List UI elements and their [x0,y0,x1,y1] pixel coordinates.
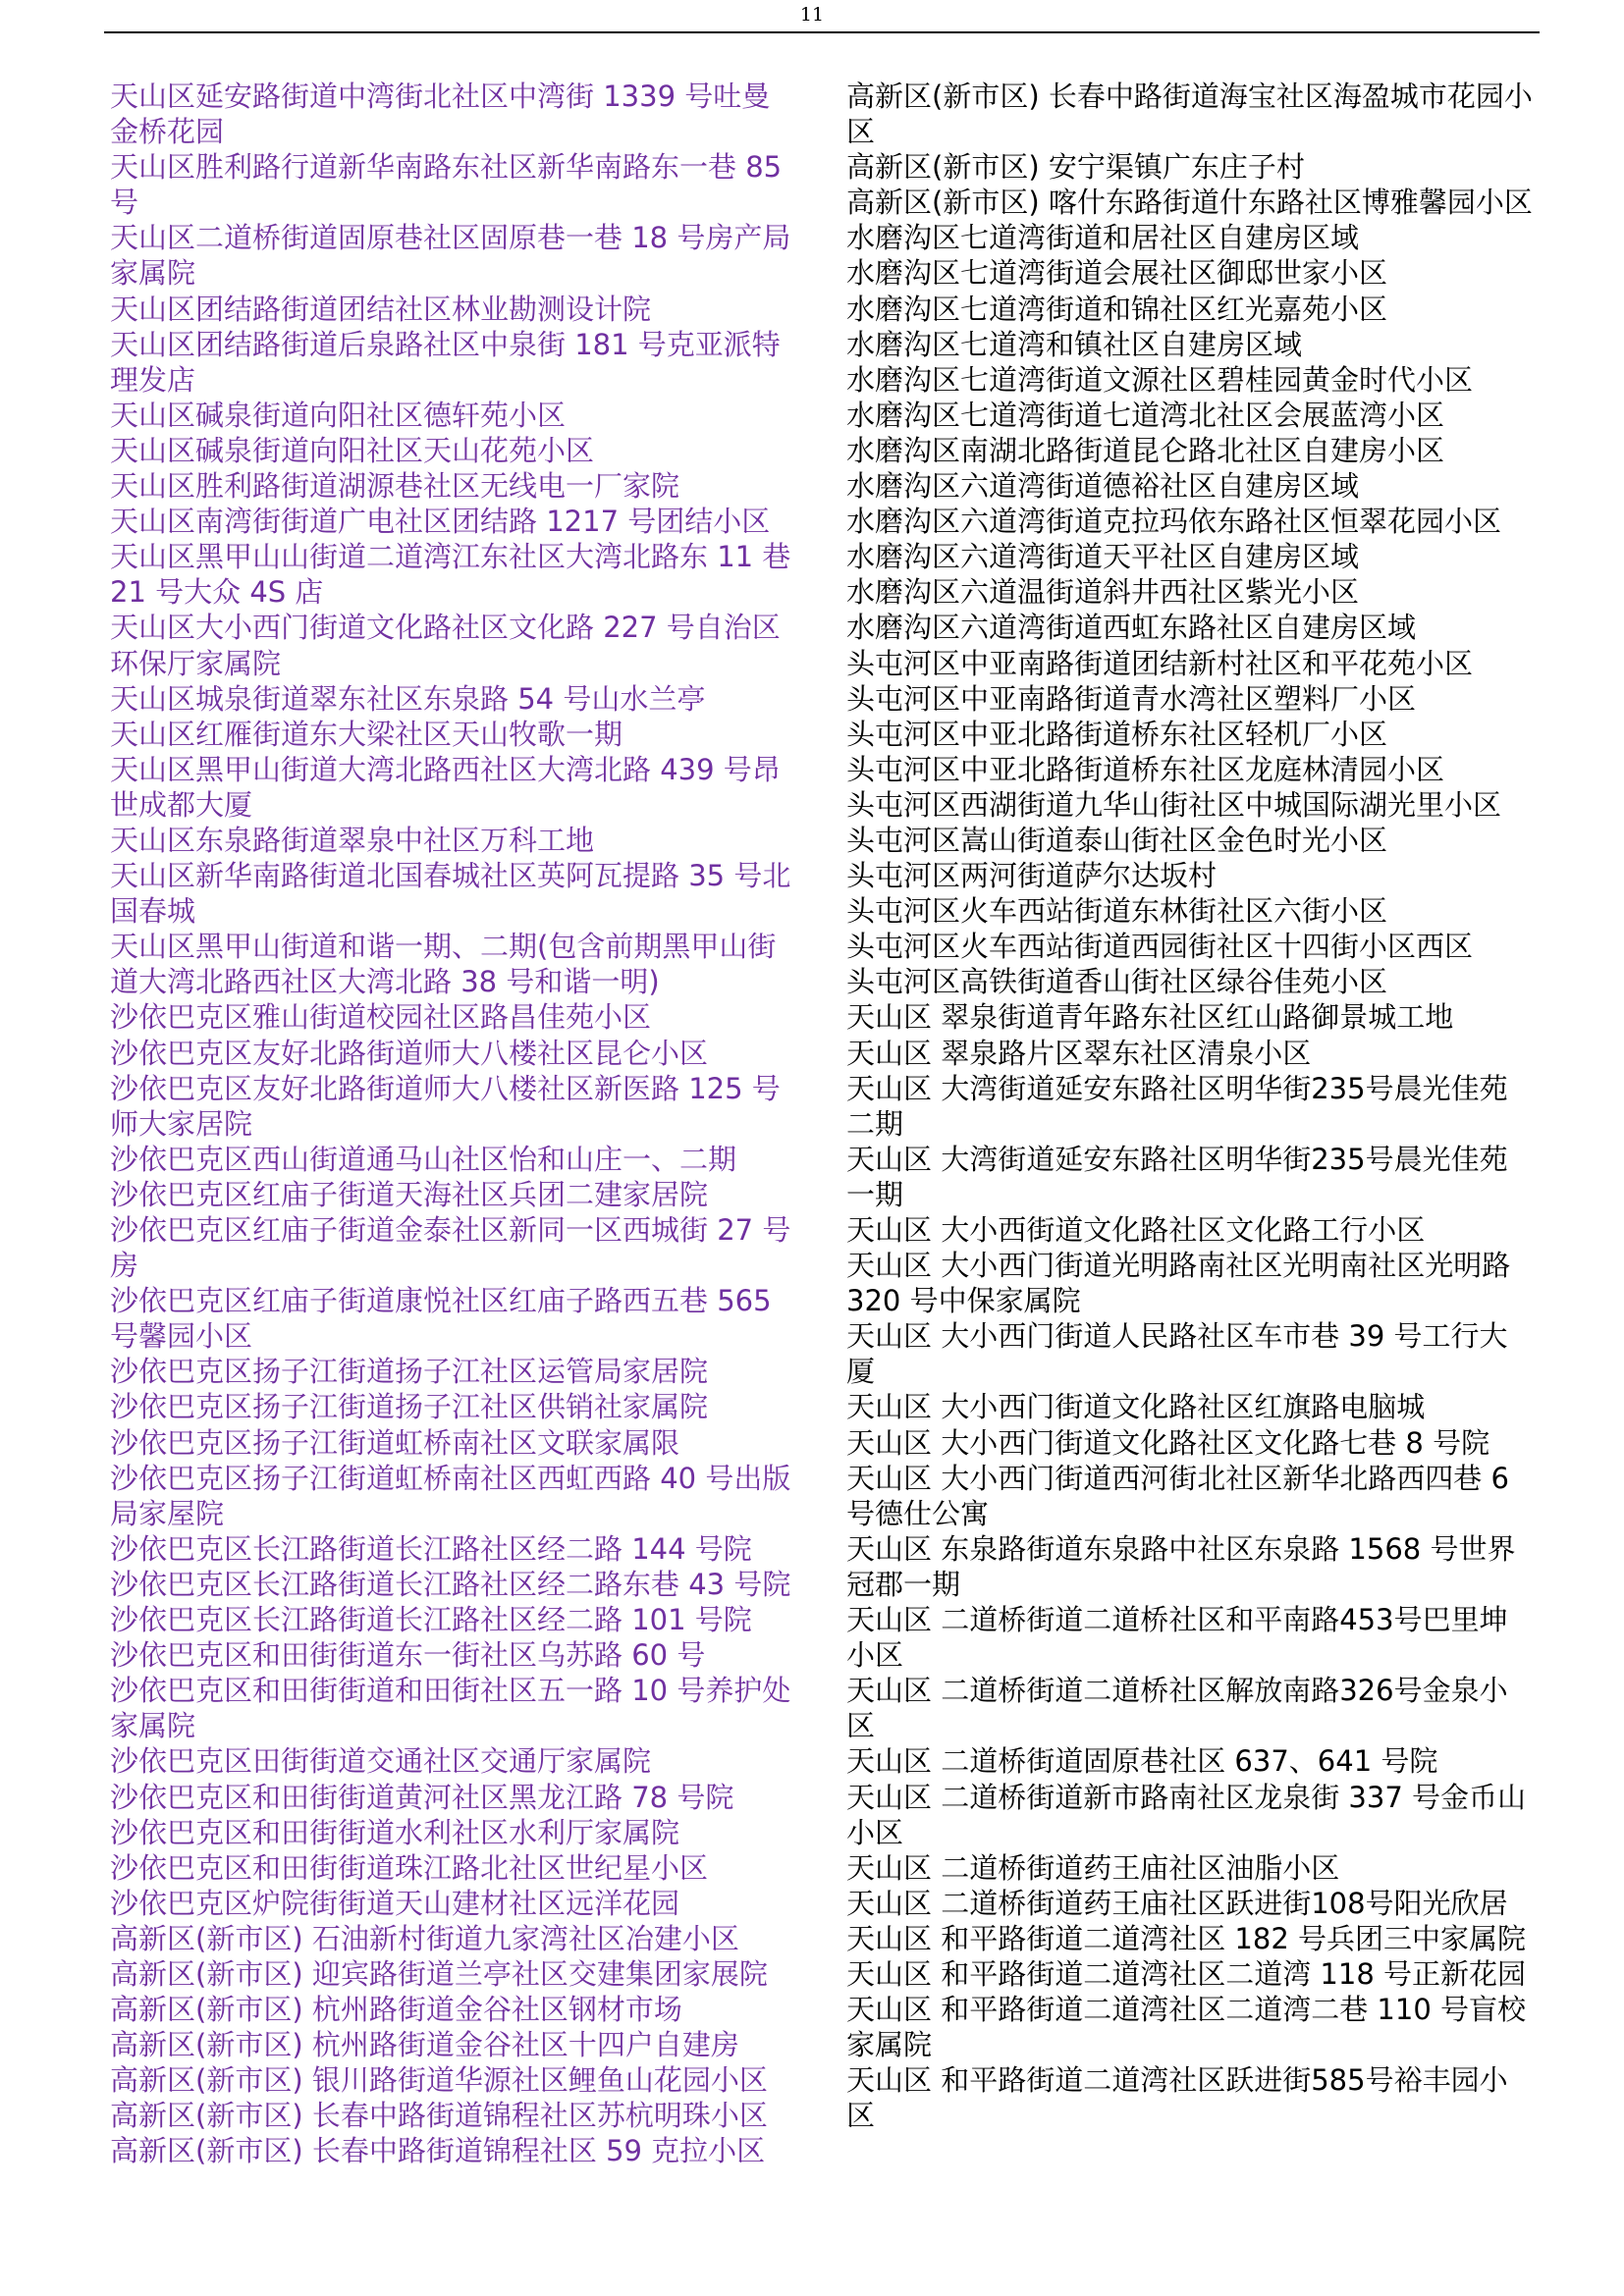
address-entry: 天山区二道桥街道固原巷社区固原巷一巷 18 号房产局家属院 [110,221,791,291]
address-entry: 头屯河区嵩山街道泰山街社区金色时光小区 [846,823,1388,857]
address-entry: 天山区城泉街道翠东社区东泉路 54 号山水兰亭 [110,681,706,716]
address-entry: 沙依巴克区扬子江街道虹桥南社区文联家属限 [110,1425,680,1460]
address-entry: 天山区新华南路街道北国春城社区英阿瓦提路 35 号北国春城 [110,859,791,929]
address-entry: 天山区红雁街道东大梁社区天山牧歌一期 [110,717,623,751]
address-entry: 沙依巴克区扬子江街道虹桥南社区西虹西路 40 号出版局家屋院 [110,1461,791,1530]
address-entry: 水磨沟区南湖北路街道昆仑路北社区自建房小区 [846,433,1445,467]
address-entry: 头屯河区中亚北路街道桥东社区轻机厂小区 [846,717,1388,751]
address-entry: 天山区 二道桥街道新市路南社区龙泉街 337 号金币山小区 [846,1780,1527,1849]
address-entry: 天山区团结路街道后泉路社区中泉街 181 号克亚派特理发店 [110,327,781,397]
address-entry: 天山区 二道桥街道二道桥社区和平南路453号巴里坤小区 [846,1603,1508,1673]
address-entry: 天山区胜利路行道新华南路东社区新华南路东一巷 85 号 [110,150,783,220]
address-entry: 天山区 大湾街道延安东路社区明华街235号晨光佳苑一期 [846,1142,1508,1211]
address-entry: 天山区 二道桥街道药王庙社区跃进街108号阳光欣居 [846,1886,1508,1920]
address-entry: 头屯河区西湖街道九华山街社区中城国际湖光里小区 [846,787,1502,822]
address-entry: 天山区 和平路街道二道湾社区二道湾二巷 110 号盲校家属院 [846,1993,1527,2062]
address-entry: 天山区延安路街道中湾街北社区中湾街 1339 号吐曼金桥花园 [110,80,771,149]
address-entry: 沙依巴克区扬子江街道扬子江社区运管局家居院 [110,1355,709,1389]
address-entry: 水磨沟区七道湾街道文源社区碧桂园黄金时代小区 [846,362,1474,397]
address-entry: 沙依巴克区红庙子街道康悦社区红庙子路西五巷 565 号馨园小区 [110,1284,772,1354]
address-entry: 沙依巴克区雅山街道校园社区路昌佳苑小区 [110,1000,652,1035]
address-entry: 沙依巴克区和田街街道和田街社区五一路 10 号养护处家属院 [110,1674,791,1743]
address-entry: 沙依巴克区长江路街道长江路社区经二路东巷 43 号院 [110,1567,791,1601]
address-entry: 高新区(新市区) 杭州路街道金谷社区钢材市场 [110,1993,682,2027]
address-entry: 天山区碱泉街道向阳社区德轩苑小区 [110,398,567,432]
address-entry: 高新区(新市区) 迎宾路街道兰亭社区交建集团家展院 [110,1956,768,1991]
address-entry: 沙依巴克区和田街街道东一街社区乌苏路 60 号 [110,1638,706,1673]
address-entry: 沙依巴克区友好北路街道师大八楼社区昆仑小区 [110,1036,709,1070]
address-entry: 天山区 和平路街道二道湾社区跃进街585号裕丰园小区 [846,2063,1508,2133]
address-entry: 天山区胜利路街道湖源巷社区无线电一厂家院 [110,469,680,504]
address-entry: 高新区(新市区) 石油新村街道九家湾社区冶建小区 [110,1921,739,1955]
address-entry: 水磨沟区六道温街道斜井西社区紫光小区 [846,575,1360,610]
address-entry: 天山区 大小西门街道文化路社区红旗路电脑城 [846,1390,1426,1424]
address-entry: 水磨沟区七道湾街道和居社区自建房区域 [846,221,1360,255]
address-entry: 天山区 翠泉路片区翠东社区清泉小区 [846,1036,1312,1070]
address-entry: 高新区(新市区) 银川路街道华源社区鲤鱼山花园小区 [110,2063,768,2098]
header-rule [104,31,1540,33]
address-entry: 高新区(新市区) 长春中路街道锦程社区 59 克拉小区 [110,2134,766,2168]
address-entry: 水磨沟区六道湾街道天平社区自建房区域 [846,540,1360,574]
address-entry: 高新区(新市区) 杭州路街道金谷社区十四户自建房 [110,2028,739,2062]
address-entry: 高新区(新市区) 长春中路街道海宝社区海盈城市花园小区 [846,80,1533,149]
address-entry: 头屯河区火车西站街道东林街社区六街小区 [846,894,1388,929]
address-entry: 头屯河区中亚南路街道团结新村社区和平花苑小区 [846,646,1474,680]
address-entry: 天山区黑甲山街道和谐一期、二期(包含前期黑甲山街道大湾北路西社区大湾北路 38 号和谐一明) [110,930,777,999]
address-entry: 天山区 大小西门街道文化路社区文化路七巷 8 号院 [846,1425,1490,1460]
address-entry: 天山区 大小西街道文化路社区文化路工行小区 [846,1213,1426,1247]
address-entry: 头屯河区中亚南路街道青水湾社区塑料厂小区 [846,681,1417,716]
right-address-column [846,79,1534,2133]
address-entry: 天山区 和平路街道二道湾社区 182 号兵团三中家属院 [846,1921,1527,1955]
address-entry: 水磨沟区七道湾和镇社区自建房区域 [846,327,1303,361]
address-entry: 天山区 大小西门街道人民路社区车市巷 39 号工行大厦 [846,1319,1508,1389]
address-entry: 头屯河区高铁街道香山街社区绿谷佳苑小区 [846,965,1388,999]
address-entry: 天山区 和平路街道二道湾社区二道湾 118 号正新花园 [846,1956,1527,1991]
address-entry: 高新区(新市区) 安宁渠镇广东庄子村 [846,150,1305,185]
address-entry: 天山区团结路街道团结社区林业勘测设计院 [110,292,652,326]
address-entry: 头屯河区火车西站街道西园街社区十四街小区西区 [846,930,1474,964]
address-entry: 沙依巴克区和田街街道黄河社区黑龙江路 78 号院 [110,1780,734,1814]
address-entry: 天山区 二道桥街道二道桥社区解放南路326号金泉小区 [846,1674,1508,1743]
address-entry: 沙依巴克区红庙子街道金泰社区新同一区西城街 27 号房 [110,1213,791,1283]
address-entry: 天山区 大小西门街道光明路南社区光明南社区光明路 320 号中保家属院 [846,1249,1511,1318]
address-entry: 天山区 大小西门街道西河街北社区新华北路西四巷 6 号德仕公寓 [846,1461,1509,1530]
address-entry: 高新区(新市区) 喀什东路街道什东路社区博雅馨园小区 [846,186,1533,220]
address-entry: 水磨沟区六道湾街道德裕社区自建房区域 [846,469,1360,504]
address-entry: 沙依巴克区长江路街道长江路社区经二路 101 号院 [110,1603,752,1637]
address-entry: 沙依巴克区扬子江街道扬子江社区供销社家属院 [110,1390,709,1424]
address-entry: 水磨沟区六道湾街道克拉玛依东路社区恒翠花园小区 [846,505,1502,539]
address-entry: 天山区 东泉路街道东泉路中社区东泉路 1568 号世界冠郡一期 [846,1531,1516,1601]
address-entry: 高新区(新市区) 长春中路街道锦程社区苏杭明珠小区 [110,2099,768,2133]
address-entry: 天山区大小西门街道文化路社区文化路 227 号自治区环保厅家属院 [110,611,781,680]
address-entry: 天山区 翠泉街道青年路东社区红山路御景城工地 [846,1000,1454,1035]
address-entry: 天山区碱泉街道向阳社区天山花苑小区 [110,433,595,467]
address-entry: 沙依巴克区友好北路街道师大八楼社区新医路 125 号师大家居院 [110,1071,781,1141]
address-entry: 沙依巴克区西山街道通马山社区怡和山庄一、二期 [110,1142,737,1176]
address-entry: 头屯河区中亚北路街道桥东社区龙庭林清园小区 [846,752,1445,786]
address-entry: 天山区南湾街街道广电社区团结路 1217 号团结小区 [110,505,771,539]
left-address-column [110,79,797,2169]
address-entry: 沙依巴克区炉院街街道天山建材社区远洋花园 [110,1886,680,1920]
address-entry: 沙依巴克区和田街街道珠江路北社区世纪星小区 [110,1850,709,1885]
address-entry: 天山区黑甲山街道大湾北路西社区大湾北路 439 号昂世成都大厦 [110,752,781,822]
address-entry: 沙依巴克区红庙子街道天海社区兵团二建家居院 [110,1177,709,1211]
address-entry: 头屯河区两河街道萨尔达坂村 [846,859,1218,893]
page-number: 11 [799,4,825,26]
address-entry: 天山区 大湾街道延安东路社区明华街235号晨光佳苑二期 [846,1071,1508,1141]
address-entry: 天山区 二道桥街道药王庙社区油脂小区 [846,1850,1340,1885]
address-entry: 水磨沟区七道湾街道会展社区御邸世家小区 [846,256,1388,291]
address-entry: 沙依巴克区长江路街道长江路社区经二路 144 号院 [110,1531,752,1566]
address-entry: 水磨沟区七道湾街道七道湾北社区会展蓝湾小区 [846,398,1445,432]
address-entry: 天山区黑甲山山街道二道湾江东社区大湾北路东 11 巷 21 号大众 4S 店 [110,540,791,610]
address-entry: 水磨沟区六道湾街道西虹东路社区自建房区域 [846,611,1417,645]
address-entry: 沙依巴克区和田街街道水利社区水利厅家属院 [110,1815,680,1849]
address-entry: 水磨沟区七道湾街道和锦社区红光嘉苑小区 [846,292,1388,326]
address-entry: 天山区东泉路街道翠泉中社区万科工地 [110,823,595,857]
address-entry: 天山区 二道桥街道固原巷社区 637、641 号院 [846,1744,1438,1779]
address-entry: 沙依巴克区田街街道交通社区交通厅家属院 [110,1744,652,1779]
